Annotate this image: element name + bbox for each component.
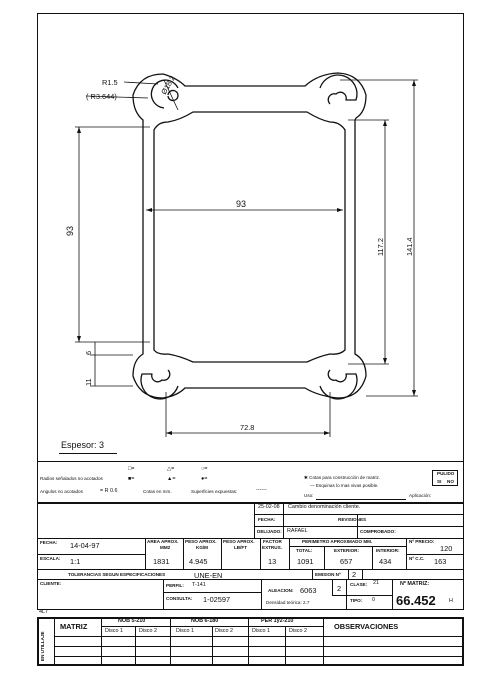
per-disco1: Disco 1 (252, 628, 270, 634)
dim-r3-644: ( R3.644) (86, 92, 117, 101)
nob6-disco2: Disco 2 (215, 628, 233, 634)
matriz-header: MATRIZ (60, 622, 88, 631)
code-4l7: 4L7 (39, 609, 48, 615)
radios-label: Radios señalados no acotados (40, 476, 103, 481)
escala-value: 1:1 (70, 557, 81, 566)
aleacion-label: ALEACION: (268, 588, 294, 593)
nob5-disco1: Disco 1 (105, 628, 123, 634)
per-disco2: Disco 2 (289, 628, 307, 634)
superficies-value: ------ (256, 487, 267, 493)
interior-value: 434 (379, 557, 392, 566)
symbol-circle-filled: ●= (201, 476, 208, 482)
nce-value: 163 (434, 557, 447, 566)
dim-93-horizontal: 93 (236, 199, 247, 209)
symbol-triangle-empty: △= (167, 466, 175, 472)
clase-value: 21 (373, 580, 379, 586)
perfil-value: T-141 (192, 582, 206, 588)
nob5-disco2: Disco 2 (139, 628, 157, 634)
delineado-label: DELIJADO: (257, 529, 282, 534)
area-value: 1831 (153, 557, 170, 566)
dim-117-2: 117.2 (376, 238, 385, 256)
cotas-label: Cotas en mm. (143, 489, 172, 494)
dim-141-4: 141.4 (405, 237, 414, 256)
pulido-si: SI (437, 479, 442, 484)
tolerancias-value: UNE-EN (194, 571, 223, 580)
peso-unit: KG/M (196, 545, 208, 550)
delineado-value: RAFAEL (287, 528, 308, 534)
nprecio-value: 120 (440, 544, 453, 553)
dim-diameter-18-2: Ø18.2 (159, 74, 177, 96)
angulos-label: Angulos no acotados (40, 489, 83, 494)
uso-label: Uso: (304, 493, 314, 498)
consulta-value: 1-02597 (203, 595, 231, 604)
nob6-header: NOB 6-180 (191, 618, 219, 624)
en-utillaje-label: EN UTILLAJE (40, 631, 45, 661)
densidad-label: Densidad teórica: 2.7 (266, 600, 310, 605)
note-cotas-matriz: ✱ Cotas para construcción de matriz. (304, 475, 381, 480)
fecha-label: FECHA: (258, 517, 276, 522)
factor-unit: EXTRUS. (262, 545, 282, 550)
peso-label: PESO APROX. (185, 539, 217, 544)
col2-value: 2 (337, 584, 342, 593)
peso2-unit: LB/FT (234, 545, 248, 550)
dim-6: 6 (84, 350, 93, 355)
nprecio-label: Nº PRECIO: (409, 539, 435, 544)
symbol-square-filled: ■= (128, 476, 135, 482)
dim-11: 11 (84, 378, 93, 386)
factor-value: 13 (268, 557, 277, 566)
total-label: TOTAL: (296, 548, 313, 553)
profile-inner-contour (154, 112, 345, 362)
nce-label: Nº C.C. (409, 556, 425, 561)
pulido-label: PULIDO (437, 471, 455, 476)
dim-93-vertical: 93 (65, 225, 75, 236)
tipo-label: TIPO: (350, 598, 363, 603)
fecha-main-value: 14-04-97 (70, 541, 100, 550)
cliente-label: CLIENTE: (40, 581, 62, 586)
nmatriz-label: Nº MATRIZ: (400, 581, 430, 587)
perimetro-label: PERIMETRO APROXIMADO MM. (302, 539, 373, 544)
tipo-value: 0 (372, 597, 375, 603)
nob6-disco1: Disco 1 (176, 628, 194, 634)
symbol-square-empty: □= (128, 466, 135, 472)
nmatriz-value: 66.452 (396, 593, 436, 608)
pulido-no: NO (447, 479, 454, 484)
nmatriz-suffix: H (449, 598, 453, 604)
peso-value: 4.945 (189, 557, 208, 566)
perfil-label: PERFIL: (166, 583, 184, 588)
aleacion-value: 6063 (300, 586, 317, 595)
symbol-circle-empty: ○= (201, 466, 208, 472)
clase-label: CLASE: (350, 582, 368, 587)
revision-description: Cambio denominación cliente. (288, 504, 361, 510)
exterior-label: EXTERIOR: (334, 548, 360, 553)
title-block-top (37, 502, 464, 504)
exterior-value: 657 (340, 557, 353, 566)
dim-r1-5: R1.5 (102, 78, 118, 87)
emision-label: EMISION Nº (315, 572, 341, 577)
comprobado-label: COMPROBADO: (360, 529, 396, 534)
aplicacion-label: Aplicación: (409, 493, 432, 498)
observaciones-header: OBSERVACIONES (334, 622, 399, 631)
superficies-label: Superficies expuestas: (191, 489, 238, 494)
interior-label: INTERIOR: (376, 548, 400, 553)
total-value: 1091 (297, 557, 314, 566)
tolerancias-label: TOLERANCIAS SEGUN ESPECIFICACIONES (68, 572, 166, 577)
dim-72-8: 72.8 (240, 423, 255, 432)
note-esquinas: — Esquinas lo mas vivas posible. (310, 483, 379, 488)
escala-label: ESCALA: (40, 556, 61, 561)
factor-label: FACTOR (263, 539, 282, 544)
area-unit: MM2 (160, 545, 171, 550)
espesor-label: Espesor: 3 (61, 440, 105, 450)
nob5-header: NOB 5-210 (118, 618, 146, 624)
consulta-label: CONSULTA: (166, 596, 193, 601)
emision-value: 2 (352, 570, 357, 579)
angulos-value: = R 0.6 (100, 488, 118, 494)
fecha-main-label: FECHA: (40, 540, 58, 545)
legend-top-line (37, 461, 464, 462)
revision-date: 25-02-08 (258, 504, 280, 510)
symbol-triangle-filled: ▲= (167, 476, 176, 482)
area-label: AREA APROX. (147, 539, 179, 544)
revisiones-label: REVISIONES (338, 517, 367, 522)
per-header: PER 1y2-210 (261, 618, 294, 624)
corner-channel-top-right (320, 75, 357, 104)
peso2-label: PESO APROX. (223, 539, 255, 544)
